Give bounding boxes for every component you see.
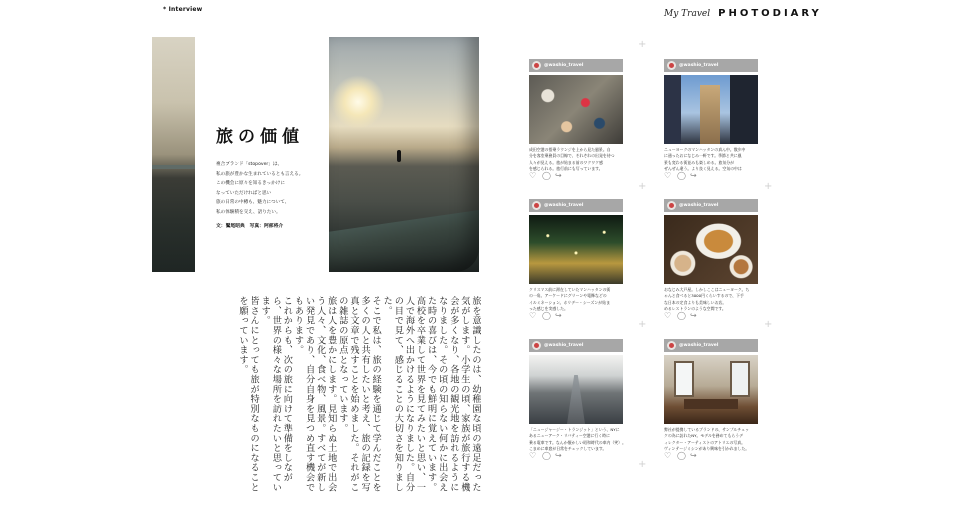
post-actions [664, 452, 698, 460]
post-header [529, 59, 623, 72]
body-paragraph: これからも、次の旅に向けて準備をしながら、世界の様々な場所を訪れたいと思っています。 [259, 296, 293, 492]
avatar[interactable] [667, 341, 676, 350]
post-handle[interactable]: @washio_travel [679, 63, 719, 68]
airport-window-photo [329, 37, 479, 272]
post-caption [529, 147, 623, 173]
share-icon[interactable]: ↪ [555, 451, 562, 460]
post-actions [529, 312, 563, 320]
caption-line: ニューヨークのマンハッタンの真ん中。散歩中 [664, 147, 746, 152]
photo-post-card[interactable] [529, 59, 623, 189]
comment-icon[interactable]: ◯ [542, 311, 551, 320]
lead-line: 旅の日常の中樽も、魅力について、 [216, 200, 290, 206]
comment-icon[interactable]: ◯ [677, 171, 686, 180]
share-icon[interactable]: ↪ [690, 311, 697, 320]
caption-line: ぜんぜん違う。より良く見える。空気の中は [664, 166, 742, 172]
post-photo[interactable] [664, 215, 758, 284]
post-header [664, 339, 758, 352]
post-handle[interactable]: @washio_travel [544, 63, 584, 68]
comment-icon[interactable]: ◯ [677, 451, 686, 460]
caption-line: ィレクター・アーティストのアトリエの写真。 [664, 439, 746, 445]
comment-icon[interactable]: ◯ [542, 171, 551, 180]
share-icon[interactable]: ↪ [555, 311, 562, 320]
heart-icon[interactable]: ♡ [664, 451, 672, 460]
lead-line: 複合ブランド「stopover」は、 [216, 162, 283, 167]
article-title: 旅の価値 [216, 127, 304, 147]
post-photo[interactable] [529, 75, 623, 144]
photo-post-card[interactable] [529, 339, 626, 469]
post-actions [664, 312, 698, 320]
post-actions [529, 452, 563, 460]
comment-icon[interactable]: ◯ [677, 311, 686, 320]
section-label: * Interview [163, 6, 203, 13]
avatar[interactable] [532, 341, 541, 350]
post-photo[interactable] [529, 215, 623, 284]
photo-post-card[interactable] [664, 59, 758, 189]
post-photo[interactable] [664, 355, 758, 424]
post-handle[interactable]: @washio_travel [679, 203, 719, 208]
caption-line: 成田空港の搭乗ラウンジを上から見た風景。自 [529, 147, 611, 152]
post-header [529, 199, 623, 212]
post-caption [529, 287, 623, 313]
photo-post-card[interactable] [664, 199, 758, 329]
comment-icon[interactable]: ◯ [542, 451, 551, 460]
post-handle[interactable]: @washio_travel [544, 203, 584, 208]
avatar[interactable] [532, 61, 541, 70]
avatar[interactable] [667, 61, 676, 70]
airport-photo-left [152, 37, 195, 272]
caption-line: に通ったおになじみ一軒です。季節と共に風 [664, 153, 742, 159]
heart-icon[interactable]: ♡ [664, 311, 672, 320]
post-actions [529, 172, 563, 180]
brand-header [664, 8, 822, 19]
caption-line: 「ニュージャージー・トランジット」という、NYに [529, 427, 620, 432]
caption-line: 分を客室乗務員の目線で、それぞれの出発を待つ [529, 153, 615, 159]
share-icon[interactable]: ↪ [555, 171, 562, 180]
article-body [175, 296, 481, 496]
heart-icon[interactable]: ♡ [529, 451, 537, 460]
body-paragraph: そこで私は、旅の経験を通じて学んだことを多くの人と共有したいと考え、旅の記録を写真と文章で残すことを始めました。それがこの雑誌の原点となっています。 [336, 296, 382, 492]
body-paragraph: 旅は人を豊かにします。見知らぬ土地で出会う人々、文化、食べ物、風景。すべてが新しい発見であり、自分自身を見つめ直す機会でもあります。 [292, 296, 337, 492]
body-paragraph: 旅を意識したのは、幼稚園な頃の遠足だった気がします。小学生の頃、家族が旅行する機会が多くなり、各地の観光地を訪れるようになりました。その頃の知らない何かに出会えた時の喜びは、今でも鮮明に覚えています。 [425, 296, 481, 492]
caption-line: った感じを実感した。 [529, 306, 568, 312]
caption-line: 弊社が提携しているブランドの、サンプルチェッ [664, 427, 749, 432]
heart-icon[interactable]: ♡ [664, 171, 672, 180]
caption-line: めるレストランのような空間です。 [664, 306, 726, 312]
avatar[interactable] [532, 201, 541, 210]
lead-line: 私の旅が豊かな生まれているとも言える。 [216, 171, 304, 177]
crop-mark: + [638, 181, 647, 192]
caption-line: ヴィンテージミシンがあり興味を引かれました。 [664, 446, 750, 452]
body-paragraph: 皆さんにとっても旅が特別なものになることを願っています。 [237, 296, 260, 492]
crop-mark: + [638, 319, 647, 330]
post-photo[interactable] [664, 75, 758, 144]
crop-mark: + [764, 181, 773, 192]
crop-mark: + [638, 39, 647, 50]
post-header [529, 339, 623, 352]
photo-post-card[interactable] [529, 199, 623, 329]
caption-line: 乗る電車です。なんか懐かしい昭和時代の車内（笑）。 [529, 439, 626, 445]
avatar[interactable] [667, 201, 676, 210]
article-credit: 文：鷲尾昭典 写真：阿部将介 [216, 224, 284, 229]
article-lead [216, 160, 326, 218]
caption-line: クリスマス前に滞在していたマンハッタンの街 [529, 287, 611, 292]
post-caption [664, 147, 758, 173]
lead-line: なっていただければと思い [216, 190, 272, 196]
caption-line: を感じられる。旅行前にも写っています。 [529, 166, 603, 172]
crop-mark: + [638, 459, 647, 470]
post-header [664, 199, 758, 212]
title-panel [195, 37, 329, 272]
caption-line: 人々が見える。旅が始まる前のワクワク感 [529, 159, 603, 165]
post-header [664, 59, 758, 72]
caption-line: おなじみ大戸屋。しかしここはニューヨーク。ち [664, 287, 750, 292]
lead-line: この機会に原々を知るきっかけに [216, 181, 285, 187]
lead-line: 私の体験積を交え、語りたい。 [216, 209, 281, 215]
caption-line: ゃんと食べると3000円くらいするので、下手 [664, 293, 744, 299]
post-caption [664, 427, 758, 453]
caption-line: イルミネーション。ホリデー・シーズンが始ま [529, 299, 610, 305]
caption-line: の一角。アーケードにグリーンや電飾などの [529, 293, 607, 299]
post-handle[interactable]: @washio_travel [679, 343, 719, 348]
post-caption [529, 427, 626, 453]
caption-line: クの為に訪れたNY。モデルを務めてもらうデ [664, 433, 744, 439]
brand-prefix: My Travel [664, 9, 711, 19]
heart-icon[interactable]: ♡ [529, 171, 537, 180]
heart-icon[interactable]: ♡ [529, 311, 537, 320]
caption-line: こまめに車窓が日常をチェックしています。 [529, 446, 607, 452]
caption-line: 景も変わる街並みも楽しめる。旅気分が [664, 159, 735, 165]
post-photo[interactable] [529, 355, 623, 424]
crop-mark: + [764, 319, 773, 330]
photo-post-card[interactable] [664, 339, 758, 469]
body-paragraph: 高校を卒業して世界を見てみたいと思い、一人で海外へ出かけるようになりました。自分の目で見て、感じることの大切さを知りました。 [381, 296, 426, 492]
post-actions [664, 172, 698, 180]
post-caption [664, 287, 758, 313]
share-icon[interactable]: ↪ [690, 171, 697, 180]
caption-line: な日本の定食よりも美味しいお店。 [664, 299, 727, 305]
caption-line: あるニューアーク・リバティー空港に行く時に [529, 433, 610, 439]
brand-title: PHOTODIARY [718, 8, 822, 19]
share-icon[interactable]: ↪ [690, 451, 697, 460]
post-handle[interactable]: @washio_travel [544, 343, 584, 348]
